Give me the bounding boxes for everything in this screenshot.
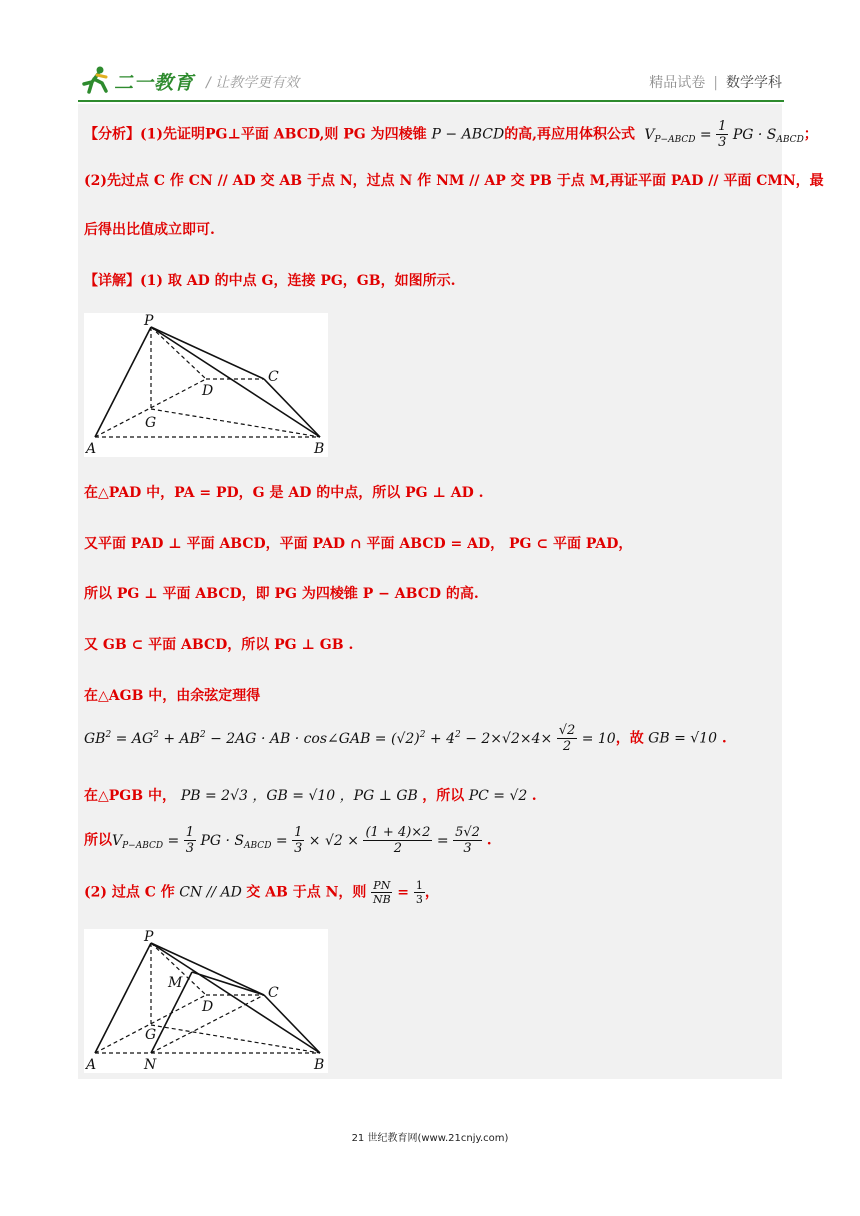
analysis-text-c: P − ABCD	[431, 126, 505, 143]
volume-result: 所以$V_{P-ABCD}$ = $\frac{1}{3}$ PG · $S_{ABCD}$ = $\frac{1}{3}$ × √2 × $\frac{(1 + 4)\times 2}{2}$ = $\frac{5√2}{3}$ .	[84, 825, 492, 856]
detail-line-e: 在△AGB 中，由余弦定理得	[84, 688, 261, 704]
slogan: / 让教学更有效	[206, 75, 300, 91]
detail-line-g-mid: ，所以	[422, 788, 465, 804]
pyramid-figure-2	[84, 929, 328, 1073]
label-A: A	[86, 1057, 97, 1073]
label-M: M	[168, 975, 183, 991]
header-subject: 数学学科	[726, 75, 782, 91]
analysis-text-a: (1)先证明	[140, 126, 205, 143]
detail-line-g-pre: 在△PGB 中，	[84, 788, 176, 804]
detail-step-2-a: (2) 过点 C 作	[84, 884, 175, 901]
detail-line-h-pre: 所以	[84, 832, 112, 849]
label-N: N	[144, 1057, 157, 1073]
label-B: B	[314, 441, 325, 457]
gb-value: GB = √10	[643, 730, 717, 747]
analysis-text-b: PG⊥平面 ABCD,则 PG 为四棱锥	[205, 126, 427, 143]
header-rule	[78, 100, 784, 102]
cn-parallel-ad: CN // AD	[174, 884, 247, 901]
analysis-line-2: (2)先过点 C 作 CN // AD 交 AB 于点 N，过点 N 作 NM // AP 交 PB 于点 M,再证平面 PAD // 平面 CMN，最	[84, 173, 824, 189]
label-D: D	[202, 999, 214, 1015]
detail-step-1	[84, 270, 455, 290]
detail-line-g: 在△PGB 中， PB = 2√3 ，GB = √10 ，PG ⊥ GB ，所以 PC = √2 .	[84, 788, 537, 804]
pc-value: PC = √2	[464, 788, 532, 804]
logo-text: 二一教育	[114, 72, 195, 94]
cosine-equation: $GB^2 = AG^2 + AB^2 - 2AG$ · AB · cos∠GAB = $(√2)^2 + 4^2 - 2\times√2\times 4\times$ $\frac{√2}{2}$ = 10，故 GB = √10 .	[84, 723, 727, 754]
label-C: C	[268, 369, 279, 385]
detail-tag: 【详解】	[84, 273, 140, 289]
header-separator: |	[713, 75, 718, 91]
label-P: P	[144, 929, 154, 945]
label-C: C	[268, 985, 279, 1001]
pn-nb-ratio: $\frac{PN}{NB}$	[372, 879, 391, 906]
volume-formula: $V_{P-ABCD}$ = $\frac{1}{3}$ PG · $S_{ABCD}$	[639, 119, 804, 150]
detail-line-a: 在△PAD 中，PA = PD，G 是 AD 的中点，所以 PG ⊥ AD .	[84, 485, 484, 501]
pyramid-figure-1	[84, 313, 328, 457]
detail-line-c: 所以 PG ⊥ 平面 ABCD，即 PG 为四棱锥 P − ABCD 的高.	[84, 586, 479, 602]
analysis-tag: 【分析】	[84, 126, 140, 143]
cosine-tail: ，故	[615, 730, 644, 747]
detail-step-2: (2) 过点 C 作 CN // AD 交 AB 于点 N，则 $\frac{PN}{NB}$ = $\frac{1}{3}$ ，	[84, 879, 439, 906]
label-D: D	[202, 383, 214, 399]
detail-line-d: 又 GB ⊂ 平面 ABCD，所以 PG ⊥ GB .	[84, 637, 354, 653]
page-footer: 21 世纪教育网(www.21cnjy.com)	[351, 1133, 509, 1144]
label-G: G	[145, 1027, 157, 1043]
header-category: 精品试卷	[649, 75, 706, 91]
analysis-text-d: 的高,再应用体积公式	[504, 126, 636, 143]
volume-computation: $V_{P-ABCD}$ = $\frac{1}{3}$ PG · $S_{ABCD}$ = $\frac{1}{3}$ × √2 × $\frac{(1 + 4)\times 2}{2}$ = $\frac{5√2}{3}$	[112, 825, 480, 856]
pgb-values: PB = 2√3 ，GB = √10 ，PG ⊥ GB	[180, 788, 423, 804]
cosine-formula: $GB^2 = AG^2 + AB^2 - 2AG$ · AB · cos∠GAB = $(√2)^2 + 4^2 - 2\times√2\times 4\times$ $\frac{√2}{2}$ = 10	[84, 723, 616, 754]
page-header	[78, 62, 784, 102]
header-right	[649, 72, 782, 92]
detail-line-b: 又平面 PAD ⊥ 平面 ABCD，平面 PAD ∩ 平面 ABCD = AD， PG ⊂ 平面 PAD，	[84, 536, 633, 552]
label-G: G	[145, 415, 157, 431]
label-P: P	[144, 313, 154, 329]
analysis-line-1	[84, 120, 818, 149]
label-B: B	[314, 1057, 325, 1073]
analysis-line-3: 后得出比值成立即可.	[84, 222, 215, 238]
detail-step-2-b: 交 AB 于点 N，则	[246, 884, 367, 901]
runner-logo-icon	[80, 65, 112, 95]
detail-step-2-end: ，	[424, 884, 439, 901]
analysis-end: ；	[803, 126, 818, 143]
detail-step-1-text: (1) 取 AD 的中点 G，连接 PG，GB，如图所示.	[140, 273, 456, 289]
label-A: A	[86, 441, 97, 457]
